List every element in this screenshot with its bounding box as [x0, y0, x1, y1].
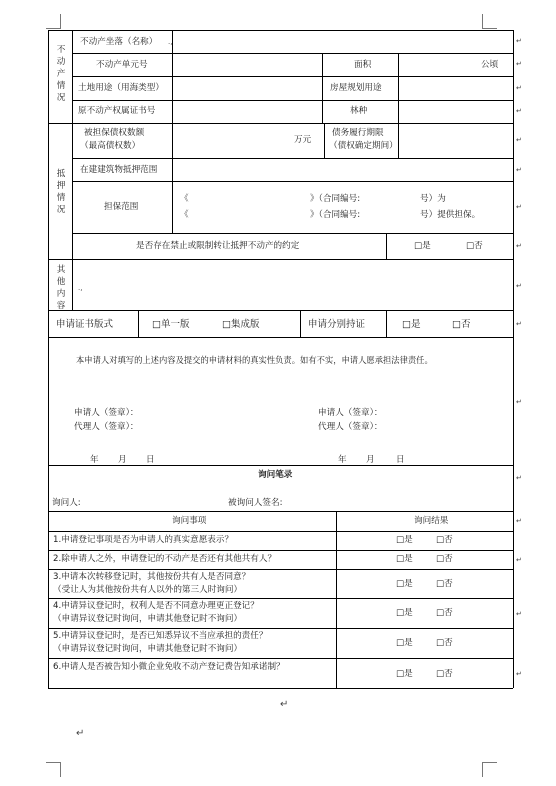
inquiry-1-no-checkbox[interactable]: □否 — [436, 535, 453, 545]
building-scope-value[interactable] — [174, 159, 512, 181]
period-label-sub: （债权确定期间） — [329, 141, 398, 151]
paragraph-mark: ↵ — [516, 670, 522, 678]
area-value[interactable] — [400, 54, 475, 76]
forest-label: 林种 — [350, 106, 368, 116]
column-line — [324, 123, 325, 158]
inquiry-5-yes-checkbox[interactable]: □是 — [396, 638, 413, 648]
column-line — [398, 123, 399, 158]
inquiry-item-5: 5.申请异议登记时，是否已知悉异议不当应承担的责任？ — [53, 631, 268, 641]
cert-no-value[interactable] — [174, 101, 321, 123]
house-use-label: 房屋规划用途 — [330, 83, 382, 93]
row-line — [48, 511, 513, 512]
applicant-left-label: 申请人（签章）： — [74, 408, 139, 418]
area-label: 面积 — [354, 60, 372, 70]
paragraph-mark: ↵ — [516, 474, 522, 482]
column-line — [300, 310, 301, 337]
transfer-question: 是否存在禁止或限制转让抵押不动产的约定 — [136, 241, 300, 251]
date-left-year: 年 — [90, 455, 99, 465]
inquiry-item-4: 4.申请异议登记时，权利人是否不同意办理更正登记？ — [53, 601, 259, 611]
agent-left-label: 代理人（签章）： — [74, 422, 139, 432]
paragraph-mark: ↵ — [516, 37, 522, 45]
column-line — [386, 233, 387, 259]
paragraph-mark: ↵ — [76, 728, 85, 739]
row-line — [72, 181, 513, 182]
paragraph-mark: ↵ — [516, 517, 522, 525]
unit-no-label: 不动产单元号 — [96, 60, 148, 70]
inquiry-1-yes-checkbox[interactable]: □是 — [396, 535, 413, 545]
land-use-label: 土地用途（用海类型） — [78, 83, 164, 93]
paragraph-mark: ↵ — [280, 699, 289, 710]
section-column-line — [72, 30, 73, 259]
amount-label: 被担保债权数额 — [84, 128, 145, 138]
field-mark: ., — [78, 284, 83, 292]
row-line — [48, 550, 513, 551]
period-value[interactable] — [400, 124, 512, 158]
agent-left-signature[interactable] — [150, 419, 270, 433]
location-value[interactable] — [174, 31, 512, 53]
inquiry-5-no-checkbox[interactable]: □否 — [436, 638, 453, 648]
corner-mark-bottom-right — [482, 762, 497, 777]
paragraph-mark: ↵ — [516, 282, 522, 290]
row-line — [48, 658, 513, 659]
date-right-year: 年 — [338, 455, 347, 465]
unit-no-value[interactable] — [174, 54, 321, 76]
agent-right-label: 代理人（签章）： — [318, 422, 383, 432]
row-line — [48, 598, 513, 599]
date-left-month: 月 — [118, 455, 127, 465]
amount-label-sub: （最高债权数） — [80, 141, 141, 151]
house-use-value[interactable] — [400, 77, 512, 100]
column-header-item: 询问事项 — [172, 516, 207, 526]
inquirer-label: 询问人: — [52, 498, 81, 508]
land-use-value[interactable] — [174, 77, 321, 100]
table-bottom-border — [48, 688, 513, 689]
corner-mark-bottom-left — [46, 762, 61, 777]
paragraph-mark: ↵ — [516, 203, 522, 211]
date-right-day: 日 — [396, 455, 405, 465]
contract-2-tail: 号）提供担保。 — [420, 210, 481, 220]
building-scope-label: 在建建筑物抵押范围 — [80, 165, 158, 175]
column-line — [322, 53, 323, 123]
section-label-other: 其他内容 — [56, 265, 66, 311]
amount-value[interactable] — [174, 124, 289, 158]
column-line — [386, 310, 387, 337]
date-left-day: 日 — [146, 455, 155, 465]
split-yes-checkbox[interactable]: □是 — [402, 319, 421, 330]
transfer-yes-checkbox[interactable]: □是 — [414, 241, 431, 251]
contract-2-close: 》（合同编号: — [310, 210, 361, 220]
row-line — [48, 531, 513, 532]
applicant-left-signature[interactable] — [150, 405, 270, 419]
paragraph-mark: ↵ — [516, 398, 522, 406]
table-left-border — [48, 30, 49, 688]
cert-set-checkbox[interactable]: □集成版 — [222, 319, 260, 330]
inquiry-6-yes-checkbox[interactable]: □是 — [396, 669, 413, 679]
column-line — [138, 310, 139, 337]
area-unit: 公顷 — [481, 60, 499, 70]
scope-label: 担保范围 — [104, 202, 139, 212]
paragraph-mark: ↵ — [516, 60, 522, 68]
row-line — [48, 569, 513, 570]
row-line — [72, 233, 513, 234]
inquiry-item-2: 2.除申请人之外，申请登记的不动产是否还有其他共有人？ — [53, 554, 277, 564]
column-line — [336, 511, 337, 688]
paragraph-mark: ↵ — [516, 166, 522, 174]
period-label: 债务履行期限 — [332, 128, 384, 138]
inquiry-item-3-note: （受让人为其他按份共有人以外的第三人时询问） — [53, 585, 243, 595]
location-label: 不动产坐落（名称） — [80, 37, 158, 47]
amount-unit: 万元 — [294, 135, 312, 145]
section-label-mortgage: 抵押情况 — [56, 169, 66, 215]
corner-mark-top-right — [482, 14, 497, 29]
column-line — [398, 53, 399, 123]
forest-value[interactable] — [400, 101, 512, 123]
inquiry-4-no-checkbox[interactable]: □否 — [436, 608, 453, 618]
row-line — [48, 337, 513, 338]
cert-single-checkbox[interactable]: □单一版 — [152, 319, 190, 330]
paragraph-mark: ↵ — [516, 84, 522, 92]
inquiry-item-6: 6.申请人是否被告知小微企业免收不动产登记费告知承诺制？ — [53, 662, 285, 672]
paragraph-mark: ↵ — [516, 136, 522, 144]
inquiry-title: 询问笔录 — [258, 470, 293, 480]
inquiry-item-4-note: （申请异议登记时询问，申请其他登记时不询问） — [53, 614, 243, 624]
section-label-property: 不动产情况 — [56, 45, 66, 103]
cert-no-label: 原不动产权属证书号 — [78, 106, 156, 116]
column-line — [172, 158, 173, 233]
inquiry-4-yes-checkbox[interactable]: □是 — [396, 608, 413, 618]
inquiry-item-3: 3.申请本次转移登记时，其他按份共有人是否同意？ — [53, 572, 251, 582]
paragraph-mark: ↵ — [516, 107, 522, 115]
column-header-result: 询问结果 — [414, 516, 449, 526]
contract-1-tail: 号）为 — [420, 194, 446, 204]
field-mark: ., — [168, 38, 173, 46]
date-right-month: 月 — [366, 455, 375, 465]
inquiry-item-1: 1.申请登记事项是否为申请人的真实意愿表示？ — [53, 535, 234, 545]
table-right-border — [513, 30, 514, 688]
other-content-value[interactable] — [74, 261, 512, 309]
corner-mark-top-left — [46, 14, 61, 29]
inquiry-item-5-note: （申请异议登记时询问，申请其他登记时不询问） — [53, 644, 243, 654]
inquiry-6-no-checkbox[interactable]: □否 — [436, 669, 453, 679]
paragraph-mark: ↵ — [516, 320, 522, 328]
applicant-right-label: 申请人（签章）： — [318, 408, 383, 418]
inquiry-3-yes-checkbox[interactable]: □是 — [396, 579, 413, 589]
inquiry-2-no-checkbox[interactable]: □否 — [436, 554, 453, 564]
inquiry-3-no-checkbox[interactable]: □否 — [436, 579, 453, 589]
declaration-text: 本申请人对填写的上述内容及提交的申请材料的真实性负责。如有不实，申请人愿承担法律责任。 — [76, 355, 433, 365]
inquired-signature[interactable] — [296, 494, 416, 509]
row-line — [48, 310, 513, 311]
inquirer-signature[interactable] — [92, 494, 222, 509]
applicant-right-signature[interactable] — [394, 405, 504, 419]
row-line — [48, 259, 513, 260]
cert-format-label: 申请证书版式 — [56, 319, 114, 330]
paragraph-mark: ↵ — [516, 242, 522, 250]
inquiry-2-yes-checkbox[interactable]: □是 — [396, 554, 413, 564]
contract-1-close: 》（合同编号: — [310, 194, 361, 204]
split-label: 申请分别持证 — [308, 319, 366, 330]
row-line — [48, 628, 513, 629]
inquired-label: 被询问人签名: — [228, 498, 283, 508]
paragraph-mark: ↵ — [516, 610, 522, 618]
agent-right-signature[interactable] — [394, 419, 504, 433]
split-no-checkbox[interactable]: □否 — [452, 319, 471, 330]
section-column-line — [72, 259, 73, 310]
column-line — [172, 123, 173, 158]
contract-1-open: 《 — [180, 194, 189, 204]
transfer-no-checkbox[interactable]: □否 — [466, 241, 483, 251]
contract-2-open: 《 — [180, 210, 189, 220]
paragraph-mark: ↵ — [516, 556, 522, 564]
